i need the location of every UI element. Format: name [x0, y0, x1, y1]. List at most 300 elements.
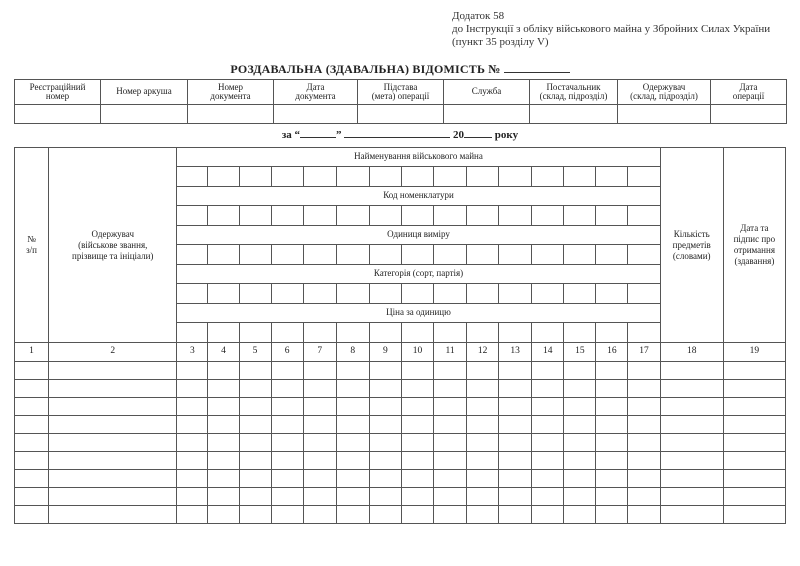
grid-cell[interactable]: [433, 206, 466, 226]
subheader-row-property-name: [15, 148, 786, 167]
table-cell[interactable]: [596, 362, 628, 380]
table-cell[interactable]: [239, 470, 271, 488]
column-number: 4: [208, 343, 239, 362]
table-cell[interactable]: [499, 452, 532, 470]
table-row: [15, 506, 786, 524]
table-cell[interactable]: [532, 452, 564, 470]
grid-cell[interactable]: [467, 206, 499, 226]
table-cell[interactable]: [467, 434, 499, 452]
table-cell[interactable]: [628, 452, 660, 470]
table-cell[interactable]: [303, 470, 336, 488]
table-cell[interactable]: [271, 452, 303, 470]
grid-cell[interactable]: [336, 284, 369, 304]
header-receipt-date-signature: Дата та підпис про отримання (здавання): [723, 148, 785, 343]
grid-cell[interactable]: [499, 167, 532, 187]
grid-cell[interactable]: [369, 206, 401, 226]
header-recipient: Одержувач (склад, підрозділ): [618, 80, 711, 105]
table-cell[interactable]: [433, 488, 466, 506]
table-cell[interactable]: [467, 506, 499, 524]
grid-cell[interactable]: [467, 167, 499, 187]
table-cell[interactable]: [336, 488, 369, 506]
grid-cell[interactable]: [596, 284, 628, 304]
period-day-field[interactable]: [300, 128, 336, 138]
grid-cell[interactable]: [303, 167, 336, 187]
column-number: 8: [336, 343, 369, 362]
table-cell[interactable]: [177, 362, 208, 380]
grid-cell[interactable]: [467, 245, 499, 265]
table-row: [15, 488, 786, 506]
grid-cell[interactable]: [177, 323, 208, 343]
table-cell[interactable]: [499, 488, 532, 506]
table-cell[interactable]: [15, 416, 49, 434]
table-cell[interactable]: [401, 488, 433, 506]
grid-cell[interactable]: [499, 323, 532, 343]
grid-cell[interactable]: [596, 206, 628, 226]
table-cell[interactable]: [271, 488, 303, 506]
table-cell[interactable]: [628, 434, 660, 452]
table-cell[interactable]: [564, 416, 596, 434]
table-cell[interactable]: [660, 470, 723, 488]
registration-header-row: [15, 80, 787, 105]
table-cell[interactable]: [239, 398, 271, 416]
grid-cell[interactable]: [401, 167, 433, 187]
grid-cell[interactable]: [369, 245, 401, 265]
grid-cell[interactable]: [628, 206, 660, 226]
header-sheet-number: Номер аркуша: [101, 80, 188, 105]
grid-cell[interactable]: [564, 284, 596, 304]
period-prefix: за “: [281, 129, 301, 141]
table-cell[interactable]: [15, 452, 49, 470]
table-cell[interactable]: [401, 452, 433, 470]
table-cell[interactable]: [564, 362, 596, 380]
column-number: 3: [177, 343, 208, 362]
grid-cell[interactable]: [208, 206, 239, 226]
table-cell[interactable]: [271, 362, 303, 380]
table-cell[interactable]: [628, 398, 660, 416]
table-cell[interactable]: [15, 380, 49, 398]
grid-cell[interactable]: [271, 167, 303, 187]
subheader-category: Категорія (сорт, партія): [177, 265, 660, 284]
table-cell[interactable]: [336, 434, 369, 452]
table-cell[interactable]: [49, 488, 177, 506]
grid-cell[interactable]: [564, 323, 596, 343]
table-cell[interactable]: [596, 506, 628, 524]
table-cell[interactable]: [532, 362, 564, 380]
table-cell[interactable]: [499, 362, 532, 380]
table-cell[interactable]: [271, 434, 303, 452]
table-cell[interactable]: [49, 434, 177, 452]
column-numbers-row: [15, 343, 786, 362]
grid-cell[interactable]: [499, 284, 532, 304]
grid-cell[interactable]: [303, 323, 336, 343]
table-cell[interactable]: [499, 506, 532, 524]
table-cell[interactable]: [208, 380, 239, 398]
table-cell[interactable]: [239, 380, 271, 398]
grid-cell[interactable]: [499, 245, 532, 265]
table-cell[interactable]: [401, 416, 433, 434]
table-cell[interactable]: [467, 416, 499, 434]
table-cell[interactable]: [564, 452, 596, 470]
table-cell[interactable]: [596, 452, 628, 470]
table-cell[interactable]: [177, 452, 208, 470]
table-cell[interactable]: [564, 434, 596, 452]
table-cell[interactable]: [49, 416, 177, 434]
table-cell[interactable]: [433, 398, 466, 416]
table-cell[interactable]: [532, 506, 564, 524]
grid-cell[interactable]: [499, 206, 532, 226]
table-cell[interactable]: [336, 470, 369, 488]
table-cell[interactable]: [401, 506, 433, 524]
grid-cell[interactable]: [271, 323, 303, 343]
table-cell[interactable]: [336, 452, 369, 470]
grid-cell[interactable]: [177, 206, 208, 226]
table-cell[interactable]: [303, 398, 336, 416]
table-cell[interactable]: [177, 398, 208, 416]
table-cell[interactable]: [208, 452, 239, 470]
table-cell[interactable]: [401, 398, 433, 416]
table-cell[interactable]: [208, 470, 239, 488]
table-cell[interactable]: [628, 380, 660, 398]
table-cell[interactable]: [499, 434, 532, 452]
table-cell[interactable]: [15, 434, 49, 452]
table-cell[interactable]: [303, 452, 336, 470]
table-cell[interactable]: [723, 452, 785, 470]
registration-table: [14, 79, 787, 124]
grid-cell[interactable]: [596, 323, 628, 343]
grid-cell[interactable]: [564, 206, 596, 226]
table-cell[interactable]: [177, 434, 208, 452]
grid-cell[interactable]: [532, 206, 564, 226]
table-cell[interactable]: [15, 506, 49, 524]
table-cell[interactable]: [239, 416, 271, 434]
table-cell[interactable]: [532, 416, 564, 434]
table-row: [15, 434, 786, 452]
grid-cell[interactable]: [564, 167, 596, 187]
table-cell[interactable]: [564, 488, 596, 506]
table-cell[interactable]: [271, 398, 303, 416]
table-cell[interactable]: [723, 488, 785, 506]
table-cell[interactable]: [433, 416, 466, 434]
grid-cell[interactable]: [239, 167, 271, 187]
table-cell[interactable]: [15, 470, 49, 488]
table-cell[interactable]: [49, 470, 177, 488]
table-cell[interactable]: [723, 434, 785, 452]
table-cell[interactable]: [239, 452, 271, 470]
column-number: 16: [596, 343, 628, 362]
grid-cell[interactable]: [177, 284, 208, 304]
table-row: [15, 470, 786, 488]
grid-cell[interactable]: [239, 323, 271, 343]
table-cell[interactable]: [596, 470, 628, 488]
table-cell[interactable]: [723, 362, 785, 380]
table-cell[interactable]: [628, 506, 660, 524]
grid-cell[interactable]: [239, 206, 271, 226]
recipient-cell[interactable]: [618, 105, 711, 124]
grid-cell[interactable]: [596, 167, 628, 187]
table-cell[interactable]: [239, 488, 271, 506]
grid-cell[interactable]: [369, 167, 401, 187]
table-cell[interactable]: [596, 398, 628, 416]
table-cell[interactable]: [467, 488, 499, 506]
table-cell[interactable]: [532, 470, 564, 488]
grid-cell[interactable]: [401, 323, 433, 343]
sheet-number-cell[interactable]: [101, 105, 188, 124]
column-number: 17: [628, 343, 660, 362]
table-cell[interactable]: [208, 506, 239, 524]
table-cell[interactable]: [208, 416, 239, 434]
table-cell[interactable]: [208, 434, 239, 452]
table-cell[interactable]: [303, 416, 336, 434]
table-cell[interactable]: [177, 470, 208, 488]
table-cell[interactable]: [433, 470, 466, 488]
table-cell[interactable]: [596, 416, 628, 434]
table-cell[interactable]: [401, 362, 433, 380]
table-cell[interactable]: [336, 380, 369, 398]
table-cell[interactable]: [369, 380, 401, 398]
grid-cell[interactable]: [401, 206, 433, 226]
table-cell[interactable]: [660, 416, 723, 434]
table-cell[interactable]: [660, 452, 723, 470]
table-cell[interactable]: [177, 380, 208, 398]
grid-cell[interactable]: [433, 323, 466, 343]
grid-cell[interactable]: [303, 206, 336, 226]
grid-cell[interactable]: [336, 206, 369, 226]
table-cell[interactable]: [369, 416, 401, 434]
column-number: 9: [369, 343, 401, 362]
table-cell[interactable]: [303, 362, 336, 380]
service-cell[interactable]: [444, 105, 530, 124]
table-cell[interactable]: [49, 380, 177, 398]
grid-cell[interactable]: [177, 245, 208, 265]
table-cell[interactable]: [467, 362, 499, 380]
grid-cell[interactable]: [208, 245, 239, 265]
table-cell[interactable]: [369, 506, 401, 524]
table-cell[interactable]: [467, 380, 499, 398]
registration-number-cell[interactable]: [15, 105, 101, 124]
table-cell[interactable]: [564, 398, 596, 416]
table-cell[interactable]: [723, 470, 785, 488]
grid-cell[interactable]: [433, 284, 466, 304]
table-cell[interactable]: [401, 434, 433, 452]
operation-basis-cell[interactable]: [358, 105, 444, 124]
table-cell[interactable]: [433, 452, 466, 470]
table-cell[interactable]: [628, 470, 660, 488]
table-cell[interactable]: [499, 470, 532, 488]
table-cell[interactable]: [303, 506, 336, 524]
header-operation-date: Дата операції: [711, 80, 787, 105]
header-service: Служба: [444, 80, 530, 105]
table-cell[interactable]: [271, 380, 303, 398]
table-cell[interactable]: [239, 362, 271, 380]
grid-cell[interactable]: [369, 323, 401, 343]
table-cell[interactable]: [660, 398, 723, 416]
table-cell[interactable]: [369, 434, 401, 452]
column-number: 14: [532, 343, 564, 362]
table-cell[interactable]: [369, 470, 401, 488]
table-cell[interactable]: [564, 470, 596, 488]
grid-cell[interactable]: [271, 284, 303, 304]
grid-cell[interactable]: [208, 284, 239, 304]
table-cell[interactable]: [660, 362, 723, 380]
grid-cell[interactable]: [433, 245, 466, 265]
period-quote-close: ”: [336, 129, 342, 141]
grid-cell[interactable]: [177, 167, 208, 187]
column-number: 19: [723, 343, 785, 362]
table-cell[interactable]: [532, 398, 564, 416]
table-cell[interactable]: [433, 506, 466, 524]
table-cell[interactable]: [369, 398, 401, 416]
grid-cell[interactable]: [532, 167, 564, 187]
table-cell[interactable]: [336, 362, 369, 380]
grid-cell[interactable]: [596, 245, 628, 265]
header-quantity-words: Кількість предметів (словами): [660, 148, 723, 343]
grid-cell[interactable]: [271, 245, 303, 265]
table-cell[interactable]: [596, 434, 628, 452]
document-number-cell[interactable]: [188, 105, 274, 124]
table-cell[interactable]: [303, 488, 336, 506]
table-cell[interactable]: [208, 488, 239, 506]
column-number: 12: [467, 343, 499, 362]
table-cell[interactable]: [628, 362, 660, 380]
table-cell[interactable]: [564, 380, 596, 398]
table-cell[interactable]: [660, 380, 723, 398]
table-cell[interactable]: [628, 416, 660, 434]
table-cell[interactable]: [177, 506, 208, 524]
column-number: 15: [564, 343, 596, 362]
table-cell[interactable]: [401, 470, 433, 488]
grid-cell[interactable]: [564, 245, 596, 265]
column-number: 1: [15, 343, 49, 362]
table-cell[interactable]: [628, 488, 660, 506]
form-number-field[interactable]: [504, 62, 570, 73]
subheader-nomenclature-code: Код номенклатури: [177, 187, 660, 206]
table-cell[interactable]: [723, 398, 785, 416]
table-cell[interactable]: [660, 506, 723, 524]
grid-cell[interactable]: [336, 323, 369, 343]
grid-cell[interactable]: [628, 167, 660, 187]
table-cell[interactable]: [467, 398, 499, 416]
table-cell[interactable]: [499, 416, 532, 434]
annex-note: [452, 10, 770, 49]
table-row: [15, 416, 786, 434]
grid-cell[interactable]: [303, 245, 336, 265]
table-cell[interactable]: [532, 380, 564, 398]
main-table: [14, 147, 786, 524]
table-cell[interactable]: [271, 416, 303, 434]
annex-clause: (пункт 35 розділу V): [452, 36, 549, 48]
table-cell[interactable]: [49, 398, 177, 416]
table-cell[interactable]: [239, 506, 271, 524]
grid-cell[interactable]: [532, 245, 564, 265]
table-cell[interactable]: [467, 470, 499, 488]
grid-cell[interactable]: [628, 284, 660, 304]
form-title: [0, 62, 800, 77]
header-document-number: Номер документа: [188, 80, 274, 105]
grid-cell[interactable]: [271, 206, 303, 226]
table-cell[interactable]: [208, 362, 239, 380]
grid-cell[interactable]: [401, 245, 433, 265]
grid-cell[interactable]: [467, 284, 499, 304]
grid-cell[interactable]: [303, 284, 336, 304]
table-cell[interactable]: [596, 380, 628, 398]
table-cell[interactable]: [499, 380, 532, 398]
table-cell[interactable]: [499, 398, 532, 416]
table-cell[interactable]: [303, 380, 336, 398]
grid-cell[interactable]: [467, 323, 499, 343]
table-cell[interactable]: [596, 488, 628, 506]
table-cell[interactable]: [433, 380, 466, 398]
grid-cell[interactable]: [628, 245, 660, 265]
table-cell[interactable]: [532, 434, 564, 452]
grid-cell[interactable]: [336, 167, 369, 187]
table-cell[interactable]: [660, 488, 723, 506]
table-cell[interactable]: [336, 398, 369, 416]
grid-cell[interactable]: [208, 167, 239, 187]
grid-cell[interactable]: [369, 284, 401, 304]
table-cell[interactable]: [369, 452, 401, 470]
table-cell[interactable]: [336, 506, 369, 524]
table-cell[interactable]: [303, 434, 336, 452]
table-cell[interactable]: [15, 398, 49, 416]
operation-date-cell[interactable]: [711, 105, 787, 124]
supplier-cell[interactable]: [530, 105, 618, 124]
table-cell[interactable]: [49, 362, 177, 380]
table-cell[interactable]: [208, 398, 239, 416]
grid-cell[interactable]: [401, 284, 433, 304]
grid-cell[interactable]: [532, 284, 564, 304]
table-cell[interactable]: [239, 434, 271, 452]
table-cell[interactable]: [49, 452, 177, 470]
grid-cell[interactable]: [239, 245, 271, 265]
table-cell[interactable]: [49, 506, 177, 524]
table-cell[interactable]: [369, 362, 401, 380]
table-cell[interactable]: [271, 470, 303, 488]
table-row: [15, 452, 786, 470]
column-number: 6: [271, 343, 303, 362]
table-cell[interactable]: [15, 488, 49, 506]
grid-cell[interactable]: [239, 284, 271, 304]
period-month-field[interactable]: [344, 128, 450, 138]
table-cell[interactable]: [15, 362, 49, 380]
table-cell[interactable]: [723, 506, 785, 524]
grid-cell[interactable]: [433, 167, 466, 187]
table-cell[interactable]: [177, 416, 208, 434]
grid-cell[interactable]: [336, 245, 369, 265]
table-cell[interactable]: [271, 506, 303, 524]
table-cell[interactable]: [532, 488, 564, 506]
table-cell[interactable]: [401, 380, 433, 398]
period-year-prefix: 20: [453, 129, 465, 141]
annex-instruction: до Інструкції з обліку військового майна у Збройних Силах України: [452, 23, 771, 35]
table-cell[interactable]: [660, 434, 723, 452]
table-cell[interactable]: [336, 416, 369, 434]
table-cell[interactable]: [433, 362, 466, 380]
table-cell[interactable]: [564, 506, 596, 524]
table-cell[interactable]: [177, 488, 208, 506]
table-cell[interactable]: [369, 488, 401, 506]
document-date-cell[interactable]: [274, 105, 358, 124]
grid-cell[interactable]: [628, 323, 660, 343]
period-year-field[interactable]: [464, 128, 492, 138]
table-cell[interactable]: [723, 380, 785, 398]
grid-cell[interactable]: [532, 323, 564, 343]
table-cell[interactable]: [433, 434, 466, 452]
registration-entry-row: [15, 105, 787, 124]
header-registration-number: Реєстраційний номер: [15, 80, 101, 105]
table-cell[interactable]: [723, 416, 785, 434]
table-cell[interactable]: [467, 452, 499, 470]
grid-cell[interactable]: [208, 323, 239, 343]
